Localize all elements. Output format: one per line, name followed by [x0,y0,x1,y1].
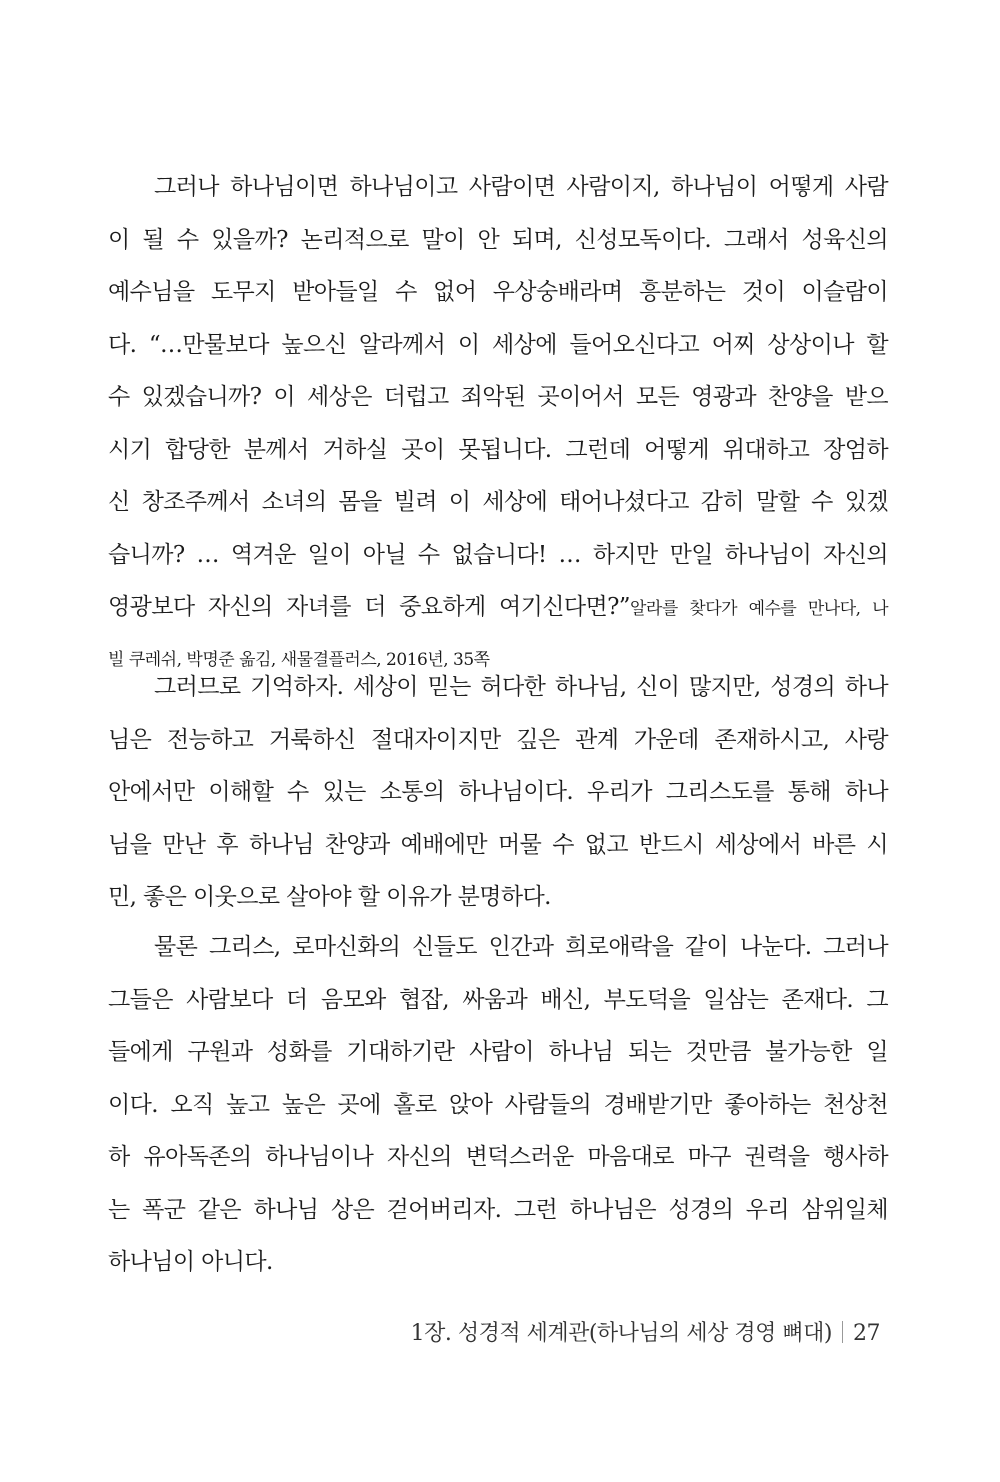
text-line: 님은 전능하고 거룩하신 절대자이지만 깊은 관계 가운데 존재하시고, 사랑 [108,726,888,753]
text-line: 민, 좋은 이웃으로 살아야 할 이유가 분명하다. [108,884,551,910]
quote-end-line [108,581,888,634]
text-line: 다. “…만물보다 높으신 알라께서 이 세상에 들어오신다고 어찌 상상이나 할 [108,331,888,358]
citation: 알라를 찾다가 예수를 만나다, 나 [629,599,888,619]
text-line: 이 될 수 있을까? 논리적으로 말이 안 되며, 신성모독이다. 그래서 성육신의 [108,226,888,253]
text-line: 하 유아독존의 하나님이나 자신의 변덕스러운 마음대로 마구 권력을 행사하 [108,1144,888,1170]
paragraph-1 [108,161,888,686]
text-line: 수 있겠습니까? 이 세상은 더럽고 죄악된 곳이어서 모든 영광과 찬양을 받으 [108,384,888,410]
text-line: 들에게 구원과 성화를 기대하기란 사람이 하나님 되는 것만큼 불가능한 일 [108,1039,888,1065]
text-line: 이다. 오직 높고 높은 곳에 홀로 앉아 사람들의 경배받기만 좋아하는 천상천 [108,1091,888,1118]
text-line: 신 창조주께서 소녀의 몸을 빌려 이 세상에 태어나셨다고 감히 말할 수 있겠 [108,489,888,515]
quote-end: 영광보다 자신의 자녀를 더 중요하게 여기신다면?” [108,594,630,620]
text-line: 하나님이 아니다. [108,1249,273,1275]
footer-divider [842,1321,843,1343]
text-line: 안에서만 이해할 수 있는 소통의 하나님이다. 우리가 그리스도를 통해 하나 [108,779,888,805]
text-line: 시기 합당한 분께서 거하실 곳이 못됩니다. 그런데 어떻게 위대하고 장엄하 [108,436,888,463]
page-number: 27 [853,1321,880,1346]
running-title: 1장. 성경적 세계관(하나님의 세상 경영 뼈대) [410,1321,832,1346]
text-line: 그러므로 기억하자. 세상이 믿는 허다한 하나님, 신이 많지만, 성경의 하나 [154,674,888,700]
text-line: 그들은 사람보다 더 음모와 협잡, 싸움과 배신, 부도덕을 일삼는 존재다. 그 [108,986,888,1013]
paragraph-2 [108,661,888,924]
text-line: 습니까? … 역겨운 일이 아닐 수 없습니다! … 하지만 만일 하나님이 자신의 [108,541,888,568]
citation-line: 빌 쿠레쉬, 박명준 옮김, 새물결플러스, 2016년, 35쪽 [108,649,490,670]
text-line: 는 폭군 같은 하나님 상은 걷어버리자. 그런 하나님은 성경의 우리 삼위일체 [108,1196,888,1223]
page-footer [411,1316,880,1347]
paragraph-3 [108,921,888,1289]
text-line: 예수님을 도무지 받아들일 수 없어 우상숭배라며 흥분하는 것이 이슬람이 [108,279,888,305]
text-line: 그러나 하나님이면 하나님이고 사람이면 사람이지, 하나님이 어떻게 사람 [154,174,888,200]
text-line: 물론 그리스, 로마신화의 신들도 인간과 희로애락을 같이 나눈다. 그러나 [154,934,888,960]
text-line: 님을 만난 후 하나님 찬양과 예배에만 머물 수 없고 반드시 세상에서 바른 시 [108,831,888,858]
